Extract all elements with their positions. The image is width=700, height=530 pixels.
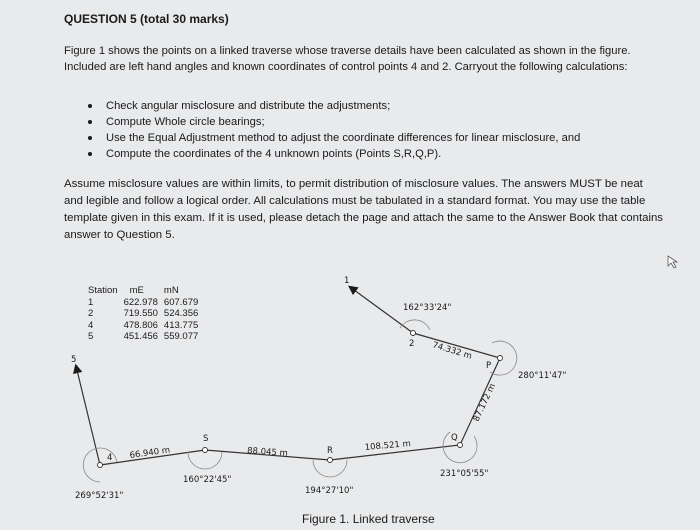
task-item: Check angular misclosure and distribute the adjustments; — [88, 98, 580, 114]
question-instructions: Assume misclosure values are within limits, to permit distribution of misclosure values. The answers MUST be neat and legible and follow a logical order. All calculations must be tabulated in a standard format. You may use the table template given in this exam. If it is used, please detach the page and attach the same to the Answer Book that contains answer to Question 5. — [64, 178, 664, 241]
station-p-label: P — [486, 361, 492, 371]
angle-q: 231°05'55" — [440, 469, 489, 479]
distance-q-p: 87.172 m — [471, 382, 498, 424]
question-title: QUESTION 5 (total 30 marks) — [64, 12, 229, 26]
station-4-label: 4 — [107, 453, 113, 463]
station-s-label: S — [203, 434, 209, 444]
station-2-label: 2 — [409, 339, 415, 349]
angle-2: 162°33'24" — [403, 303, 452, 313]
station-q-label: Q — [451, 433, 458, 443]
distance-p-2: 74.332 m — [431, 340, 474, 362]
table-row: 5 451.456 559.077 — [88, 331, 199, 342]
question-intro: Figure 1 shows the points on a linked traverse whose traverse details have been calculated as shown in the figure. Included are left hand angles and known coordinates of control points 4 and 2. Carryout the following calculations: — [64, 45, 631, 73]
table-row: 2 719.550 524.356 — [88, 308, 199, 319]
table-row: 4 478.806 413.775 — [88, 319, 199, 331]
line-4-5 — [76, 366, 100, 465]
angle-s: 160°22'45" — [183, 475, 232, 485]
task-item: Use the Equal Adjustment method to adjust the coordinate differences for linear misclosure, and — [88, 130, 580, 146]
header-me: mE — [129, 285, 144, 296]
task-item: Compute the coordinates of the 4 unknown points (Points S,R,Q,P). — [88, 146, 580, 162]
figure-caption: Figure 1. Linked traverse — [302, 512, 435, 526]
header-station: Station — [88, 285, 118, 296]
mouse-cursor-icon — [668, 256, 677, 268]
table-row: 1 622.978 607.679 — [88, 296, 199, 308]
station-1-label: 1 — [344, 276, 350, 286]
header-mn: mN — [163, 285, 179, 296]
task-item: Compute Whole circle bearings; — [88, 114, 580, 130]
angle-p: 280°11'47" — [518, 371, 567, 381]
distance-4-s: 66.940 m — [129, 445, 171, 461]
station-r-label: R — [327, 446, 333, 456]
angle-r: 194°27'10" — [305, 486, 354, 496]
traverse-path — [100, 333, 500, 465]
station-5-label: 5 — [71, 355, 77, 365]
angle-4: 269°52'31" — [75, 491, 124, 501]
distance-s-r: 88.045 m — [246, 446, 289, 459]
traverse-lines — [76, 287, 500, 465]
distance-r-q: 108.521 m — [364, 439, 412, 453]
